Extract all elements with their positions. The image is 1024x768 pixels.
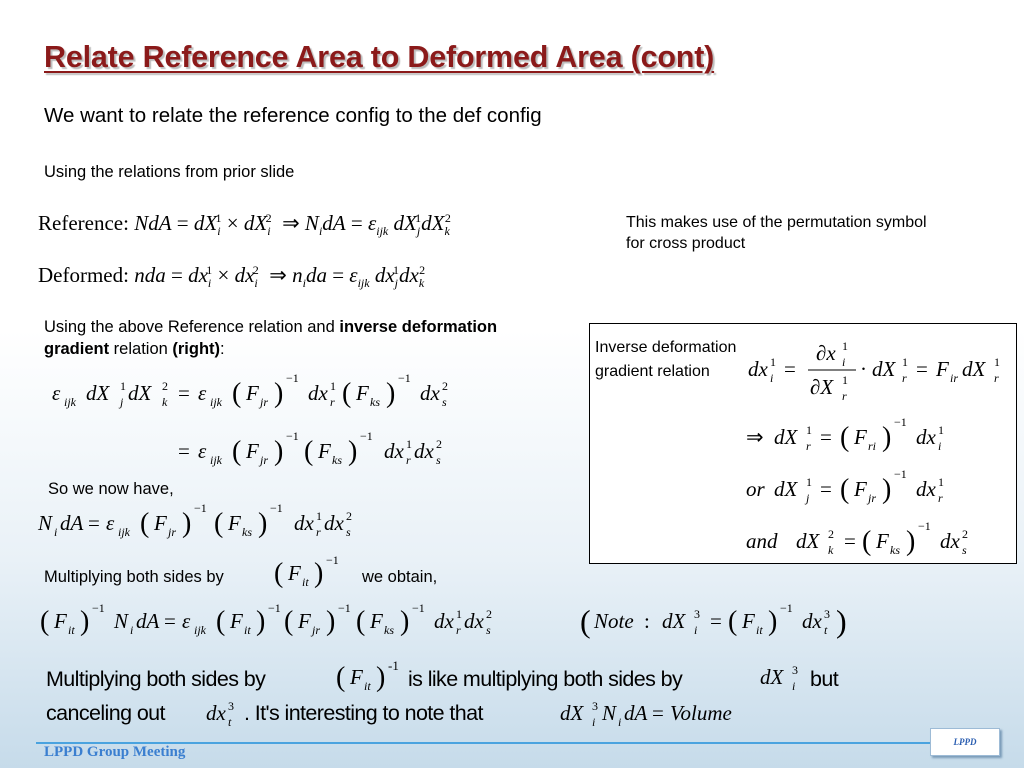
- svg-text:(: (: [356, 606, 366, 637]
- svg-text:and: and: [746, 529, 778, 553]
- svg-text:=: =: [820, 477, 832, 501]
- svg-text:r: r: [316, 525, 321, 539]
- svg-text:1: 1: [938, 423, 944, 437]
- svg-text:2: 2: [828, 527, 834, 541]
- svg-text:−1: −1: [398, 371, 411, 385]
- svg-text:dA: dA: [624, 701, 648, 725]
- svg-text:∂x: ∂x: [816, 341, 836, 365]
- bottom-line2-b: . It's interesting to note that: [244, 701, 483, 725]
- svg-text:): ): [906, 526, 916, 557]
- svg-text:=: =: [784, 357, 796, 381]
- svg-text:): ): [386, 378, 396, 409]
- svg-text:(: (: [342, 378, 352, 409]
- svg-text:F: F: [854, 425, 867, 449]
- svg-text:−1: −1: [894, 415, 907, 429]
- svg-text:2: 2: [436, 437, 442, 451]
- svg-text:F: F: [288, 561, 301, 585]
- svg-text:−1: −1: [286, 429, 299, 443]
- svg-text:=: =: [710, 609, 722, 633]
- svg-text:F: F: [54, 609, 67, 633]
- svg-text:1: 1: [316, 509, 322, 523]
- svg-text:ks: ks: [384, 623, 394, 637]
- svg-text:dx: dx: [420, 381, 440, 405]
- svg-text:=: =: [652, 701, 664, 725]
- svg-text:(: (: [40, 606, 50, 637]
- svg-text:it: it: [244, 623, 251, 637]
- svg-text:ks: ks: [242, 525, 252, 539]
- svg-text:−1: −1: [780, 601, 793, 615]
- deformed-label: Deformed:: [38, 263, 129, 287]
- svg-text:F: F: [246, 381, 259, 405]
- svg-text:i: i: [618, 715, 622, 729]
- deformed-equation: Deformed: nda = $dx_i^1 \times dx_i^2$ ⇒ $n_ida = \varepsilon_{ijk}$ $dx_j^1dx_k^2$: [38, 263, 426, 291]
- svg-text:−1: −1: [92, 601, 105, 615]
- svg-text:dX: dX: [796, 529, 820, 553]
- svg-text:dx: dx: [294, 511, 314, 535]
- svg-text:-1: -1: [388, 658, 399, 673]
- svg-text:−1: −1: [894, 467, 907, 481]
- bottom-line1-c: but: [810, 667, 839, 691]
- svg-text:dX: dX: [774, 477, 798, 501]
- svg-text:dX: dX: [872, 357, 896, 381]
- multiplying-prefix: Multiplying both sides by: [44, 568, 224, 586]
- volume-equation: [558, 692, 778, 732]
- svg-text:(: (: [284, 606, 294, 637]
- svg-text:1: 1: [938, 475, 944, 489]
- svg-text:ijk: ijk: [118, 525, 130, 539]
- svg-text:(: (: [728, 606, 738, 637]
- svg-text:N: N: [602, 701, 617, 725]
- bottom-line1-b: is like multiplying both sides by: [408, 667, 683, 691]
- svg-text:dx: dx: [464, 609, 484, 633]
- svg-text:N: N: [114, 609, 129, 633]
- svg-text:1: 1: [120, 379, 126, 393]
- svg-text:j: j: [120, 395, 124, 409]
- svg-text:s: s: [436, 453, 441, 467]
- svg-text:t: t: [228, 715, 232, 729]
- svg-text:dx: dx: [916, 477, 936, 501]
- svg-text:−1: −1: [412, 601, 425, 615]
- svg-text:(: (: [840, 422, 850, 453]
- svg-text:): ): [882, 422, 892, 453]
- svg-text:3: 3: [694, 607, 700, 621]
- svg-text:1: 1: [842, 373, 848, 387]
- svg-text:3: 3: [592, 699, 598, 713]
- svg-text:−1: −1: [286, 371, 299, 385]
- svg-text:F: F: [318, 439, 331, 463]
- slide-title: Relate Reference Area to Deformed Area (cont): [44, 40, 715, 74]
- svg-text:r: r: [330, 395, 335, 409]
- svg-text:F: F: [876, 529, 889, 553]
- svg-text:ε: ε: [198, 381, 207, 405]
- svg-text:−1: −1: [268, 601, 281, 615]
- dX3-inline: [758, 656, 806, 696]
- svg-text:or: or: [746, 477, 765, 501]
- svg-text:N: N: [38, 511, 53, 535]
- svg-text:3: 3: [824, 607, 830, 621]
- svg-text:dx: dx: [308, 381, 328, 405]
- svg-text:=: =: [178, 439, 190, 463]
- svg-text:−1: −1: [326, 553, 339, 567]
- svg-text:dx: dx: [802, 609, 822, 633]
- svg-text:F: F: [350, 665, 363, 689]
- svg-text:ks: ks: [332, 453, 342, 467]
- svg-text:i: i: [792, 679, 796, 693]
- svg-text:ks: ks: [370, 395, 380, 409]
- svg-text:2: 2: [442, 379, 448, 393]
- svg-text:k: k: [162, 395, 168, 409]
- svg-text:(: (: [304, 436, 314, 467]
- svg-text:ks: ks: [890, 543, 900, 557]
- svg-text:): ): [314, 558, 324, 589]
- svg-text:F: F: [936, 357, 949, 381]
- reference-label: Reference:: [38, 211, 129, 235]
- svg-text:): ): [326, 606, 336, 637]
- using-above-text: Using the above Reference relation and inverse deformation gradient relation (right):: [44, 318, 498, 358]
- svg-text:ir: ir: [950, 371, 959, 385]
- svg-text:ijk: ijk: [64, 395, 76, 409]
- svg-text:r: r: [938, 491, 943, 505]
- svg-text:F: F: [370, 609, 383, 633]
- svg-text:=: =: [820, 425, 832, 449]
- svg-text:dA: dA: [136, 609, 160, 633]
- svg-text:F: F: [742, 609, 755, 633]
- svg-text:=: =: [844, 529, 856, 553]
- svg-text:2: 2: [962, 527, 968, 541]
- svg-text:2: 2: [346, 509, 352, 523]
- svg-text:(: (: [862, 526, 872, 557]
- svg-text:ijk: ijk: [210, 395, 222, 409]
- f-it-inverse-inline: [334, 656, 406, 696]
- svg-text:(: (: [216, 606, 226, 637]
- svg-text:Volume: Volume: [670, 701, 732, 725]
- svg-text:dx: dx: [434, 609, 454, 633]
- svg-text:): ): [274, 436, 284, 467]
- svg-text:): ): [768, 606, 778, 637]
- svg-text:s: s: [486, 623, 491, 637]
- svg-text:dX: dX: [128, 381, 152, 405]
- svg-text:): ): [376, 662, 386, 693]
- svg-text:r: r: [902, 371, 907, 385]
- svg-text:dx: dx: [916, 425, 936, 449]
- svg-text:ε: ε: [182, 609, 191, 633]
- svg-text:dX: dX: [962, 357, 986, 381]
- svg-text:): ): [882, 474, 892, 505]
- svg-text:Note: Note: [594, 609, 634, 633]
- svg-text:1: 1: [456, 607, 462, 621]
- svg-text:F: F: [154, 511, 167, 535]
- svg-text:s: s: [346, 525, 351, 539]
- svg-text:(: (: [232, 378, 242, 409]
- result-equation: [36, 598, 516, 650]
- svg-text:1: 1: [842, 339, 848, 353]
- relations-intro: Using the relations from prior slide: [44, 163, 295, 181]
- svg-text:2: 2: [486, 607, 492, 621]
- svg-text:=: =: [88, 511, 100, 535]
- svg-text:dx: dx: [414, 439, 434, 463]
- svg-text:ε: ε: [198, 439, 207, 463]
- so-we-now-have: So we now have,: [48, 480, 174, 498]
- svg-text:r: r: [994, 371, 999, 385]
- svg-text:): ): [258, 508, 268, 539]
- svg-text:dx: dx: [940, 529, 960, 553]
- svg-text:j: j: [806, 491, 810, 505]
- lppd-logo: LPPD: [930, 728, 1000, 756]
- svg-text:ri: ri: [868, 439, 877, 453]
- svg-text:3: 3: [228, 699, 234, 713]
- svg-text:jr: jr: [260, 395, 269, 409]
- svg-text:∂X: ∂X: [810, 375, 834, 399]
- svg-text:): ): [256, 606, 266, 637]
- svg-text:dX: dX: [760, 665, 784, 689]
- svg-text:=: =: [178, 381, 190, 405]
- svg-text:−1: −1: [338, 601, 351, 615]
- svg-text:⇒: ⇒: [746, 425, 764, 449]
- svg-text:s: s: [442, 395, 447, 409]
- svg-text:(: (: [580, 603, 591, 639]
- svg-text:1: 1: [994, 355, 1000, 369]
- svg-text:r: r: [406, 453, 411, 467]
- svg-text:): ): [182, 508, 192, 539]
- svg-text:3: 3: [792, 663, 798, 677]
- svg-text:it: it: [756, 623, 763, 637]
- svg-text:dX: dX: [774, 425, 798, 449]
- svg-text:dA: dA: [60, 511, 84, 535]
- svg-text:s: s: [962, 543, 967, 557]
- slide-subtitle: We want to relate the reference config to the def config: [44, 104, 542, 127]
- svg-text:·: ·: [860, 357, 867, 381]
- svg-text:F: F: [298, 609, 311, 633]
- svg-text:i: i: [842, 355, 846, 369]
- svg-text:it: it: [302, 575, 309, 589]
- note-equation: [578, 598, 868, 650]
- bottom-line2-a: canceling out: [46, 701, 165, 725]
- svg-text:−1: −1: [194, 501, 207, 515]
- svg-text::: :: [644, 609, 650, 633]
- svg-text:ε: ε: [106, 511, 115, 535]
- inverse-gradient-box: [589, 323, 1017, 564]
- svg-text:): ): [400, 606, 410, 637]
- svg-text:ijk: ijk: [194, 623, 206, 637]
- svg-text:F: F: [228, 511, 241, 535]
- svg-text:jr: jr: [312, 623, 321, 637]
- svg-text:k: k: [828, 543, 834, 557]
- svg-text:i: i: [694, 623, 698, 637]
- svg-text:dx: dx: [748, 357, 768, 381]
- svg-text:dX: dX: [86, 381, 110, 405]
- area-relation-equation: [36, 500, 396, 550]
- svg-text:(: (: [140, 508, 150, 539]
- svg-text:t: t: [824, 623, 828, 637]
- svg-text:i: i: [592, 715, 596, 729]
- svg-text:1: 1: [806, 475, 812, 489]
- svg-text:F: F: [246, 439, 259, 463]
- svg-text:it: it: [364, 679, 371, 693]
- svg-text:=: =: [916, 357, 928, 381]
- svg-text:): ): [274, 378, 284, 409]
- svg-text:ijk: ijk: [210, 453, 222, 467]
- inverse-gradient-label: Inverse deformation gradient relation: [595, 339, 737, 380]
- svg-text:1: 1: [406, 437, 412, 451]
- svg-text:dX: dX: [662, 609, 686, 633]
- svg-text:): ): [80, 606, 90, 637]
- svg-text:(: (: [214, 508, 224, 539]
- svg-text:(: (: [336, 662, 346, 693]
- svg-text:ε: ε: [52, 381, 61, 405]
- svg-text:i: i: [130, 623, 134, 637]
- dx3-inline: [204, 692, 246, 732]
- svg-text:(: (: [274, 558, 284, 589]
- svg-text:jr: jr: [868, 491, 877, 505]
- svg-text:dX: dX: [560, 701, 584, 725]
- svg-text:jr: jr: [260, 453, 269, 467]
- svg-text:−1: −1: [270, 501, 283, 515]
- svg-text:dx: dx: [206, 701, 226, 725]
- permutation-note: This makes use of the permutation symbol for cross product: [626, 214, 927, 252]
- reference-equation: Reference: NdA = $dX_i^1 \times dX_i^2$ ⇒ $N_idA = \varepsilon_{ijk}$ $dX_j^1dX_k^2$: [38, 211, 451, 239]
- svg-text:i: i: [938, 439, 942, 453]
- svg-text:F: F: [230, 609, 243, 633]
- svg-text:1: 1: [330, 379, 336, 393]
- footer-text: LPPD Group Meeting: [44, 744, 186, 760]
- svg-text:1: 1: [806, 423, 812, 437]
- svg-text:=: =: [164, 609, 176, 633]
- bottom-line1-a: Multiplying both sides by: [46, 667, 266, 691]
- svg-text:F: F: [854, 477, 867, 501]
- svg-text:−1: −1: [360, 429, 373, 443]
- svg-text:(: (: [840, 474, 850, 505]
- svg-text:−1: −1: [918, 519, 931, 533]
- svg-text:dx: dx: [324, 511, 344, 535]
- svg-text:r: r: [806, 439, 811, 453]
- svg-text:1: 1: [770, 355, 776, 369]
- svg-text:): ): [348, 436, 358, 467]
- svg-text:r: r: [842, 389, 847, 403]
- svg-text:jr: jr: [168, 525, 177, 539]
- epsilon-derivation: [40, 368, 540, 478]
- svg-text:(: (: [232, 436, 242, 467]
- svg-text:2: 2: [162, 379, 168, 393]
- inverse-gradient-equations: [740, 330, 1012, 560]
- svg-text:i: i: [770, 371, 774, 385]
- svg-text:1: 1: [902, 355, 908, 369]
- svg-text:dx: dx: [384, 439, 404, 463]
- svg-text:r: r: [456, 623, 461, 637]
- f-it-inverse-factor: [270, 552, 354, 592]
- svg-text:i: i: [54, 525, 58, 539]
- svg-text:F: F: [356, 381, 369, 405]
- svg-text:it: it: [68, 623, 75, 637]
- multiplying-suffix: we obtain,: [362, 568, 438, 586]
- svg-text:): ): [836, 603, 847, 639]
